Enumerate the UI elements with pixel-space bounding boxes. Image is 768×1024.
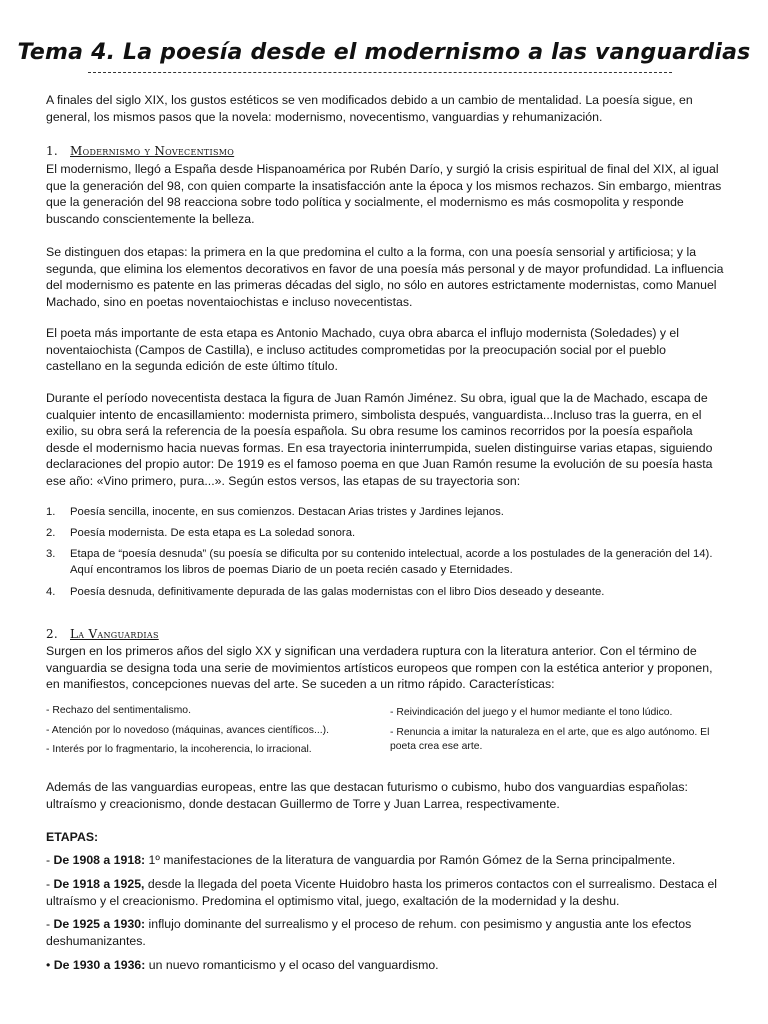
feature-item: - Reivindicación del juego y el humor mediante el tono lúdico.: [390, 707, 673, 718]
stage-item: [46, 876, 724, 909]
stage-bullet: -: [46, 853, 54, 867]
list-item-text: Etapa de “poesía desnuda” (su poesía se dificulta por su contenido intelectual, acorde a los postulades de la generación del 14). Aquí encontramos los libros de poemas Diario de un poeta recién casado y Eternidades.: [70, 548, 713, 576]
list-item-text: Poesía modernista. De esta etapa es La soledad sonora.: [70, 527, 356, 539]
page-title: Tema 4. La poesía desde el modernismo a las vanguardias: [17, 40, 751, 65]
list-item-number: 4.: [46, 586, 56, 598]
stage-item: [46, 852, 724, 869]
list-item-text: Poesía desnuda, definitivamente depurada de las galas modernistas con el libro Dios deseado y deseante.: [70, 586, 605, 598]
list-item-number: 3.: [46, 548, 56, 560]
section-1-paragraph-4: Durante el período novecentista destaca la figura de Juan Ramón Jiménez. Su obra, igual que la de Machado, escapa de cualquier intento de encasillamiento: modernista primero, simbolista después, vanguardista...Incluso tras la guerra, en el exilio, su obra será la referencia de la poesía española. Su obra resume los caminos recorridos por la poesía española desde el modernismo hacia nuevas formas. En esa trayectoria ininterrumpida, suelen distinguirse varias etapas, siguiendo declaraciones del propio autor: De 1919 es el famoso poema en que Juan Ramón resume la evolución de su poesía hasta ese año: «Vino primero, pura...». Según estos versos, las etapas de su trayectoria son:: [46, 391, 713, 488]
vanguard-spain-paragraph: Además de las vanguardias europeas, entre las que destacan futurismo o cubismo, hubo dos vanguardias españolas: ultraísmo y creacionismo, donde destacan Guillermo de Torre y Juan Larrea, respectivamente.: [46, 780, 688, 811]
intro-paragraph: A finales del siglo XIX, los gustos estéticos se ven modificados debido a un cambio de mentalidad. La poesía sigue, en general, los mismos pasos que la novela: modernismo, novecentismo, vanguardias y rehumanización.: [46, 93, 693, 124]
stage-period: De 1908 a 1918:: [53, 853, 146, 867]
section-2-paragraph: Surgen en los primeros años del siglo XX y significan una verdadera ruptura con la literatura anterior. Con el término de vanguardia se designa toda una serie de movimientos artísticos europeos que rompen con la estética anterior y proponen, en manifiestos, concepciones nuevas del arte. Se suceden a un ritmo rápido. Características:: [46, 644, 713, 691]
stage-bullet: -: [46, 877, 54, 891]
stage-bullet: -: [46, 917, 54, 931]
list-item: [46, 547, 724, 578]
stage-description: 1º manifestaciones de la literatura de vanguardia por Ramón Gómez de la Serna principalmente.: [145, 853, 676, 867]
list-item: [46, 505, 724, 521]
section-1-paragraph-3: El poeta más importante de esta etapa es Antonio Machado, cuya obra abarca el influjo modernista (Soledades) y el noventaiochista (Campos de Castilla), e incluso actitudes comprometidas por la preocupación social por el pueblo castellano en la segunda edición de este último título.: [46, 326, 679, 373]
feature-item: - Interés por lo fragmentario, la incoherencia, lo irracional.: [46, 744, 312, 755]
feature-item: - Renuncia a imitar la naturaleza en el arte, que es algo autónomo. El poeta crea ese arte.: [390, 727, 710, 752]
stage-period: De 1930 a 1936:: [53, 958, 146, 972]
stage-period: De 1925 a 1930:: [53, 917, 146, 931]
feature-item: - Atención por lo novedoso (máquinas, avances científicos...).: [46, 725, 330, 736]
section-1-paragraph-2: Se distinguen dos etapas: la primera en la que predomina el culto a la forma, con una poesía sensorial y artificiosa; y la segunda, que elimina los elementos decorativos en favor de una poesía más personal y de mayor profundidad. La influencia del modernismo es patente en las primeras décadas del siglo, no sólo en autores estrictamente modernistas, como Manuel Machado, sino en poetas noventaiochistas e incluso novecentistas.: [46, 245, 724, 309]
stage-bullet: •: [46, 958, 54, 972]
section-2-heading: [46, 626, 159, 642]
section-2-title: La Vanguardias: [70, 627, 159, 641]
section-1-number: 1.: [46, 144, 59, 158]
list-item-text: Poesía sencilla, inocente, en sus comienzos. Destacan Arias tristes y Jardines lejanos.: [70, 506, 504, 518]
section-1-paragraph-1: El modernismo, llegó a España desde Hispanoamérica por Rubén Darío, y surgió la crisis espiritual de final del XIX, al igual que la generación del 98, con quien comparte la insatisfacción ante la época y los mismos rechazos. Sin embargo, mientras que la generación del 98 reacciona sobre todo política y socialmente, el modernismo es más cosmopolita y responde buscando conscientemente la belleza.: [46, 162, 722, 226]
list-item: [46, 585, 724, 601]
list-item: [46, 526, 724, 542]
stage-item: [46, 916, 724, 949]
stage-period: De 1918 a 1925,: [53, 877, 145, 891]
list-item-number: 2.: [46, 527, 56, 539]
stage-description: un nuevo romanticismo y el ocaso del vanguardismo.: [145, 958, 439, 972]
stage-item: [46, 957, 724, 974]
section-2-number: 2.: [46, 627, 59, 641]
feature-item: - Rechazo del sentimentalismo.: [46, 705, 191, 716]
stage-description: desde la llegada del poeta Vicente Huidobro hasta los primeros contactos con el surrealismo. Destaca el ultraísmo y el creacionismo. Predomina el optimismo vital, juego, exaltación de la modernidad y la deshu.: [46, 877, 718, 908]
section-1-title: Modernismo y Novecentismo: [70, 144, 235, 158]
title-underline: [88, 72, 672, 73]
stages-heading: ETAPAS:: [46, 830, 99, 844]
section-1-heading: [46, 143, 234, 159]
stage-description: influjo dominante del surrealismo y el proceso de rehum. con pesimismo y angustia ante los efectos deshumanizantes.: [46, 917, 692, 948]
list-item-number: 1.: [46, 506, 56, 518]
